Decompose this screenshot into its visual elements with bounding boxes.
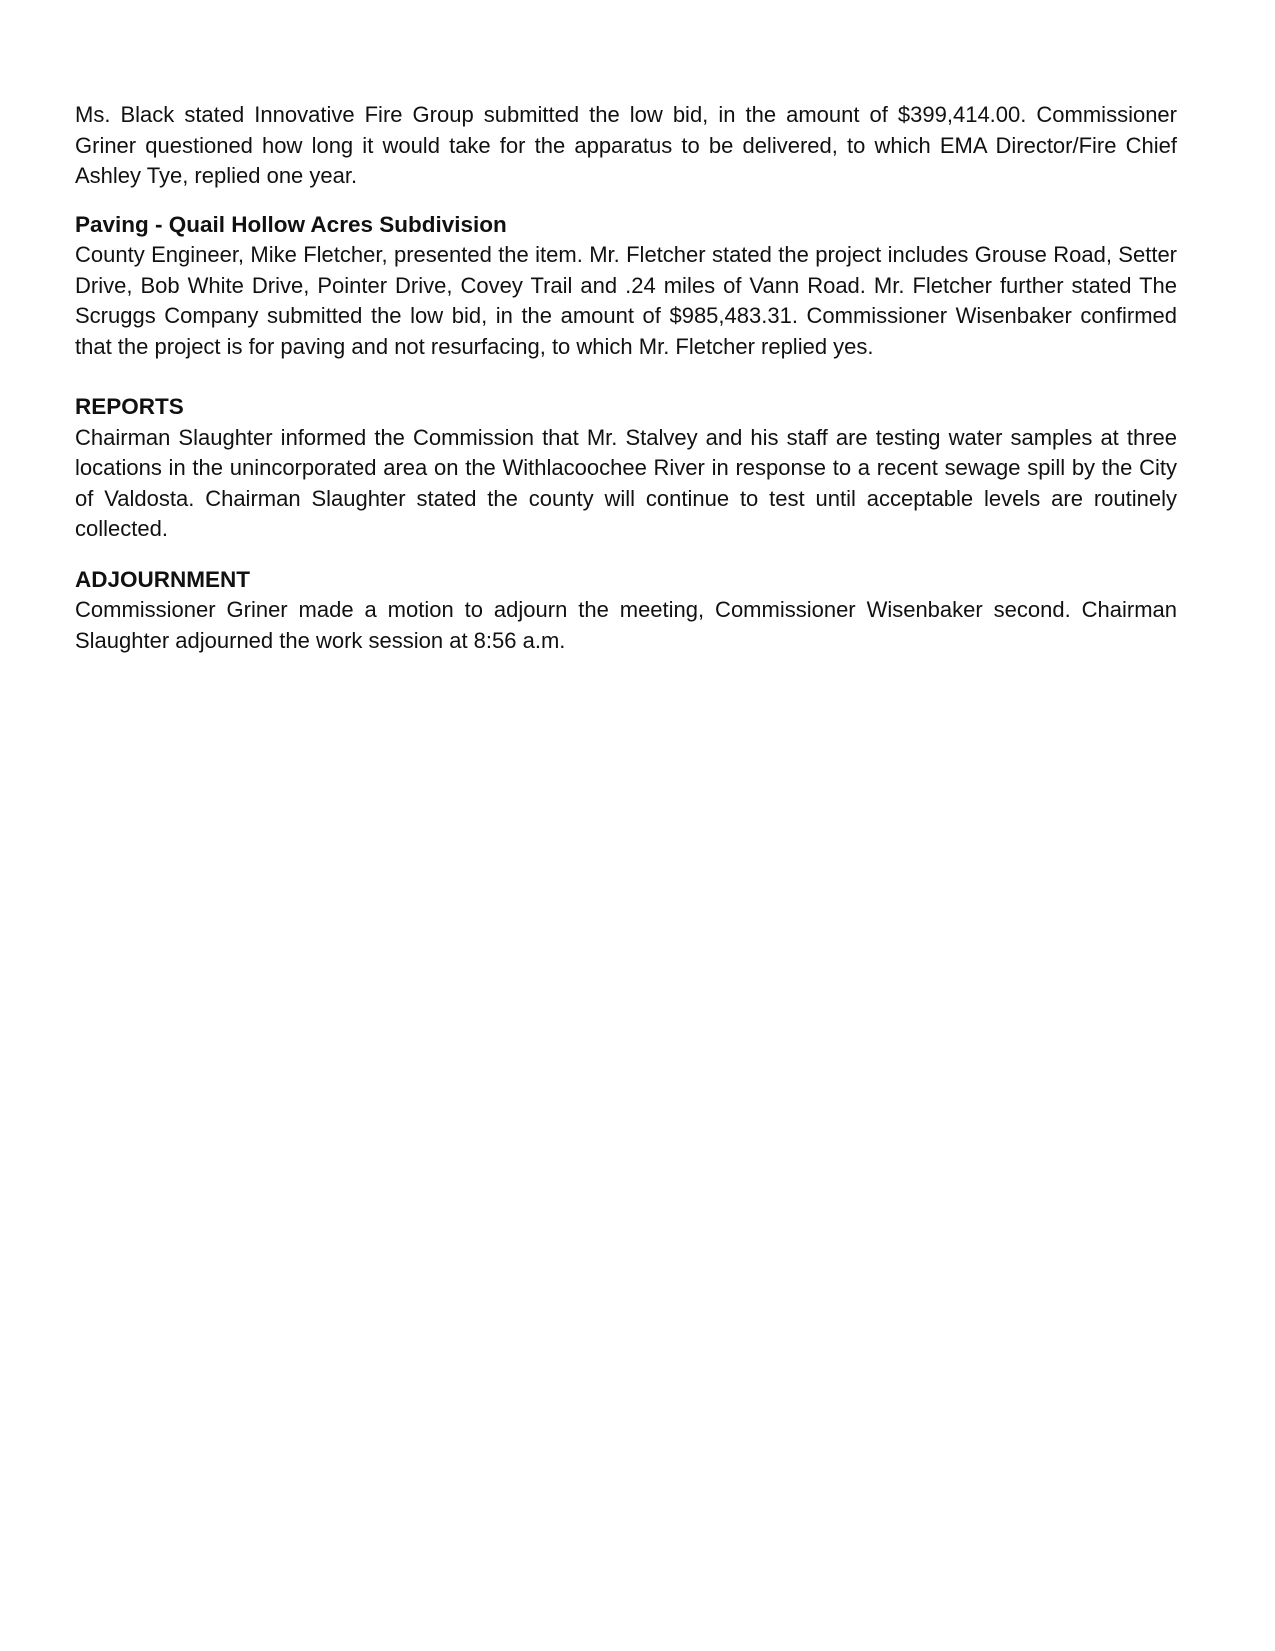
- adjournment-heading: ADJOURNMENT: [75, 566, 251, 592]
- document-page: [75, 100, 1177, 656]
- reports-heading: REPORTS: [75, 394, 184, 419]
- section-spacer: [75, 545, 1177, 565]
- section-spacer: [75, 362, 1177, 392]
- paving-heading: Paving - Quail Hollow Acres Subdivision: [75, 211, 507, 237]
- reports-paragraph: Chairman Slaughter informed the Commission that Mr. Stalvey and his staff are testing water samples at three locations in the unincorporated area on the Withlacoochee River in response to a recent sewage spill by the City of Valdosta. Chairman Slaughter stated the county will continue to test until acceptable levels are routinely collected.: [75, 424, 1177, 541]
- adjournment-paragraph: Commissioner Griner made a motion to adjourn the meeting, Commissioner Wisenbaker second. Chairman Slaughter adjourned the work session at 8:56 a.m.: [75, 597, 1177, 653]
- section-spacer: [75, 192, 1177, 210]
- fire-apparatus-bid-paragraph: Ms. Black stated Innovative Fire Group submitted the low bid, in the amount of $399,414.00. Commissioner Griner questioned how long it would take for the apparatus to be delivered, to which EMA Director/Fire Chief Ashley Tye, replied one year.: [75, 102, 1177, 188]
- paving-paragraph: County Engineer, Mike Fletcher, presented the item. Mr. Fletcher stated the project includes Grouse Road, Setter Drive, Bob White Drive, Pointer Drive, Covey Trail and .24 miles of Vann Road. Mr. Fletcher further stated The Scruggs Company submitted the low bid, in the amount of $985,483.31. Commissioner Wisenbaker confirmed that the project is for paving and not resurfacing, to which Mr. Fletcher replied yes.: [75, 242, 1177, 359]
